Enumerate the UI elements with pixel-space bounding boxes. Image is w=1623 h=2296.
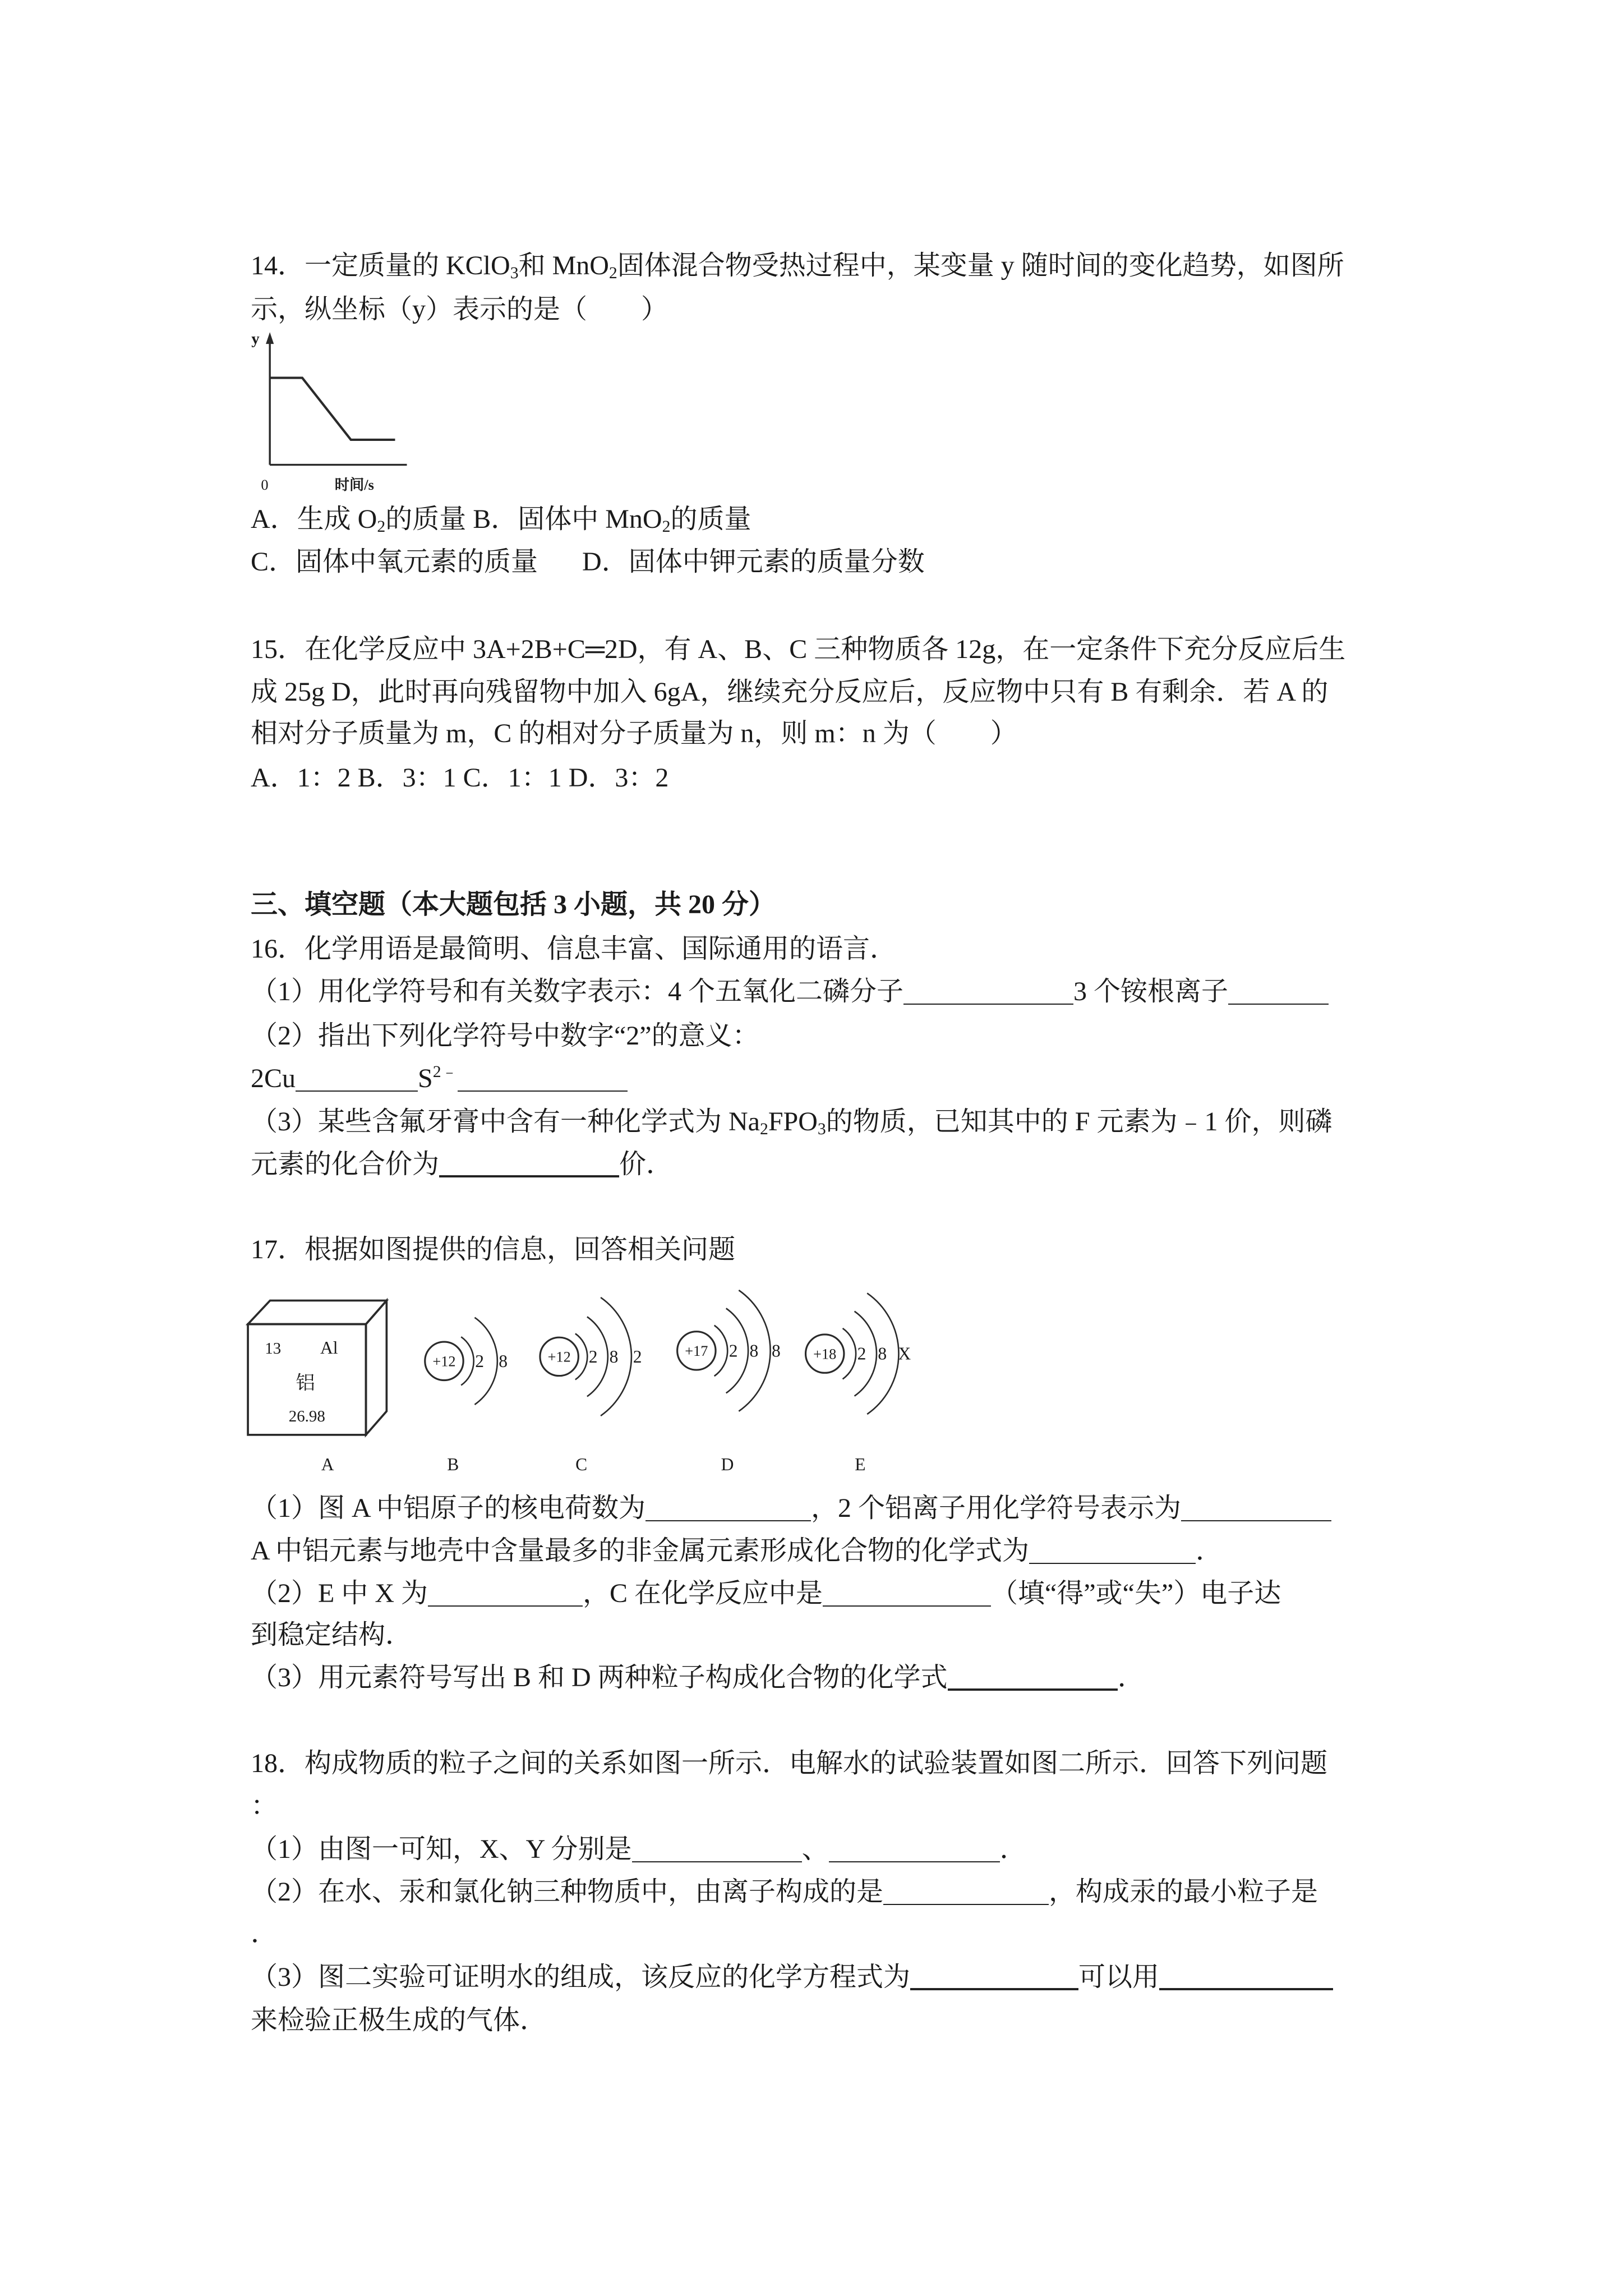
q16-part-1 — [251, 970, 1329, 1013]
q17-text: ． — [1117, 1663, 1145, 1692]
shell-electron-count: 8 — [749, 1341, 759, 1361]
q14-text: 14．一定质量的 KClO — [251, 251, 510, 280]
shell-electron-count: 8 — [878, 1343, 887, 1364]
q14-text: 固体混合物受热过程中，某变量 y 随时间的变化趋势，如图所 — [617, 251, 1344, 280]
trend-curve — [270, 378, 395, 440]
q17-text: ，C 在化学反应中是 — [583, 1579, 823, 1608]
chemical-symbol: S — [418, 1064, 433, 1093]
q16-part-3 — [251, 1101, 1332, 1143]
q17-part-1-cont — [251, 1530, 1223, 1572]
subscript: 3 — [817, 1120, 826, 1139]
q14-line-2 — [251, 288, 668, 331]
q18-stem-cont — [251, 1785, 278, 1828]
answer-blank — [428, 1583, 583, 1607]
y-axis-label: y — [251, 330, 260, 348]
q18-text: ，构成汞的最小粒子是 — [1049, 1877, 1318, 1907]
answer-blank — [439, 1153, 619, 1177]
nucleus-charge: +12 — [432, 1353, 456, 1370]
answer-blank — [1029, 1540, 1196, 1564]
q16-text: 的物质，已知其中的 F 元素为﹣1 价，则磷 — [826, 1107, 1332, 1137]
q14-options-a-b — [251, 498, 751, 541]
option-text: 的质量 B．固体中 MnO — [385, 504, 662, 534]
q18-text: 、 — [801, 1834, 829, 1864]
q17-part-3 — [251, 1657, 1145, 1699]
q17-text: A 中铝元素与地壳中含量最多的非金属元素形成化合物的化学式为 — [251, 1536, 1030, 1566]
card-side-face — [366, 1300, 387, 1434]
shell-electron-count: 8 — [609, 1346, 619, 1366]
option-text: A．生成 O — [251, 504, 377, 534]
section-title — [251, 884, 776, 926]
chemical-symbol: 2Cu — [251, 1064, 296, 1093]
answer-blank — [823, 1583, 991, 1607]
section-title-text: 三、填空题（本大题包括 3 小题，共 20 分） — [251, 890, 776, 919]
subscript: 2 — [759, 1120, 768, 1139]
q18-text: （2）在水、汞和氯化钠三种物质中，由离子构成的是 — [251, 1877, 884, 1907]
subscript: 2 — [662, 517, 671, 536]
q18-text: ． — [999, 1834, 1027, 1864]
q16-text: 元素的化合价为 — [251, 1149, 440, 1179]
q15-text: 相对分子质量为 m，C 的相对分子质量为 n，则 m：n 为（ ） — [251, 719, 1017, 748]
q16-text: （1）用化学符号和有关数字表示：4 个五氧化二磷分子 — [251, 977, 904, 1006]
answer-blank — [948, 1666, 1118, 1691]
shell-electron-count: 8 — [772, 1341, 781, 1361]
q16-part-2-symbols — [251, 1057, 628, 1100]
figure-label-a: A — [321, 1454, 334, 1474]
q18-part-3-cont — [251, 1999, 547, 2042]
q16-text: FPO — [768, 1107, 818, 1137]
q16-part-3-cont — [251, 1143, 673, 1186]
q14-options-c-d — [251, 541, 925, 583]
q16-text: 价． — [619, 1149, 674, 1179]
q15-options — [251, 757, 668, 799]
q17-text: （2）E 中 X 为 — [251, 1579, 428, 1608]
answer-blank — [632, 1839, 802, 1862]
q14-text: 示，纵坐标（y）表示的是（ ） — [251, 295, 668, 324]
q14-line-1 — [251, 245, 1344, 287]
q18-part-2-cont — [251, 1912, 278, 1955]
q15-text: 15．在化学反应中 3A+2B+C═2D，有 A、B、C 三种物质各 12g，在一定条件下充分反应后生 — [251, 634, 1346, 664]
q16-stem — [251, 928, 897, 970]
element-symbol: Al — [320, 1338, 338, 1358]
subscript: 2 — [377, 517, 386, 536]
shell-electron-count: 2 — [633, 1346, 642, 1366]
q18-part-3 — [251, 1956, 1333, 1999]
answer-blank — [883, 1881, 1049, 1905]
answer-blank — [903, 981, 1073, 1005]
answer-blank — [829, 1839, 1000, 1862]
atom-e — [806, 1293, 911, 1414]
q18-stem — [251, 1742, 1327, 1785]
figure-label-b: B — [447, 1454, 459, 1474]
q15-text: 成 25g D，此时再向残留物中加入 6gA，继续充分反应后，反应物中只有 B 有剩余．若 A 的 — [251, 677, 1329, 707]
shell-electron-count: X — [898, 1343, 911, 1364]
nucleus-charge: +12 — [547, 1349, 571, 1365]
q17-text: （3）用元素符号写出 B 和 D 两种粒子构成化合物的化学式 — [251, 1663, 948, 1692]
figure-label-d: D — [721, 1454, 734, 1474]
option-text: A．1：2 B．3：1 C．1：1 D．3：2 — [251, 763, 669, 793]
atom-d — [677, 1290, 781, 1411]
atomic-mass: 26.98 — [288, 1407, 325, 1426]
figure-label-e: E — [855, 1454, 866, 1474]
subscript: 2 — [608, 264, 617, 283]
q17-text: 17．根据如图提供的信息，回答相关问题 — [251, 1235, 736, 1264]
shell-electron-count: 2 — [475, 1351, 484, 1371]
q15-line-2 — [251, 671, 1328, 714]
q17-text: （1）图 A 中铝原子的核电荷数为 — [251, 1493, 646, 1523]
q18-text: ． — [251, 1918, 278, 1948]
q17-text: 到稳定结构． — [251, 1620, 413, 1650]
answer-blank — [1228, 981, 1329, 1005]
card-top-face — [248, 1300, 386, 1324]
q18-text: 18．构成物质的粒子之间的关系如图一所示．电解水的试验装置如图二所示．回答下列问题 — [251, 1749, 1328, 1778]
q18-text: （3）图二实验可证明水的组成，该反应的化学方程式为 — [251, 1962, 911, 1992]
subscript: 3 — [510, 264, 519, 283]
q18-text: （1）由图一可知，X、Y 分别是 — [251, 1834, 632, 1864]
nucleus-charge: +17 — [685, 1343, 708, 1360]
q15-line-3 — [251, 712, 1017, 755]
q17-stem — [251, 1228, 735, 1271]
answer-blank — [458, 1068, 628, 1092]
q14-text: 和 MnO — [518, 251, 609, 280]
q18-text: 可以用 — [1078, 1962, 1160, 1992]
shell-electron-count: 2 — [857, 1343, 866, 1364]
q18-part-2 — [251, 1871, 1318, 1913]
origin-label: 0 — [261, 477, 269, 494]
q16-text: 16．化学用语是最简明、信息丰富、国际通用的语言． — [251, 934, 897, 964]
shell-electron-count: 8 — [499, 1351, 508, 1371]
q17-part-1 — [251, 1487, 1331, 1530]
element-name: 铝 — [296, 1373, 315, 1394]
q17-text: ，2 个铝离子用化学符号表示为 — [811, 1493, 1182, 1523]
q16-text: （3）某些含氟牙膏中含有一种化学式为 Na — [251, 1107, 760, 1137]
atom-c — [540, 1297, 642, 1416]
q17-text: ． — [1196, 1536, 1223, 1566]
q16-text: （2）指出下列化学符号中数字“2”的意义： — [251, 1021, 759, 1051]
q18-part-1 — [251, 1828, 1027, 1871]
atom-structure-figure — [236, 1281, 924, 1479]
q16-part-2 — [251, 1015, 759, 1057]
q18-text: 来检验正极生成的气体． — [251, 2005, 547, 2035]
q18-text: ： — [251, 1791, 278, 1821]
figure-label-c: C — [575, 1454, 588, 1474]
answer-blank — [1181, 1498, 1331, 1521]
answer-blank — [296, 1068, 418, 1092]
y-axis-arrow-icon — [266, 332, 274, 344]
atom-b — [425, 1318, 508, 1405]
x-axis-label: 时间/s — [334, 477, 374, 494]
electron-shell-arc — [575, 1333, 587, 1379]
answer-blank — [1159, 1966, 1333, 1990]
q16-text: 3 个铵根离子 — [1073, 977, 1229, 1006]
q14-graph — [251, 328, 413, 496]
shell-electron-count: 2 — [728, 1341, 738, 1361]
shell-electron-count: 2 — [588, 1346, 598, 1366]
q17-part-2 — [251, 1572, 1281, 1615]
q17-part-2-cont — [251, 1614, 412, 1657]
superscript: 2﹣ — [432, 1062, 458, 1081]
q17-text: （填“得”或“失”）电子达 — [991, 1579, 1281, 1608]
answer-blank — [910, 1966, 1078, 1990]
atomic-number: 13 — [265, 1340, 282, 1358]
option-c: C．固体中氧元素的质量 — [251, 547, 538, 577]
option-d: D．固体中钾元素的质量分数 — [582, 547, 925, 577]
option-text: 的质量 — [670, 504, 751, 534]
nucleus-charge: +18 — [813, 1346, 837, 1363]
answer-blank — [645, 1498, 811, 1521]
element-card — [248, 1300, 386, 1434]
q15-line-1 — [251, 628, 1345, 671]
